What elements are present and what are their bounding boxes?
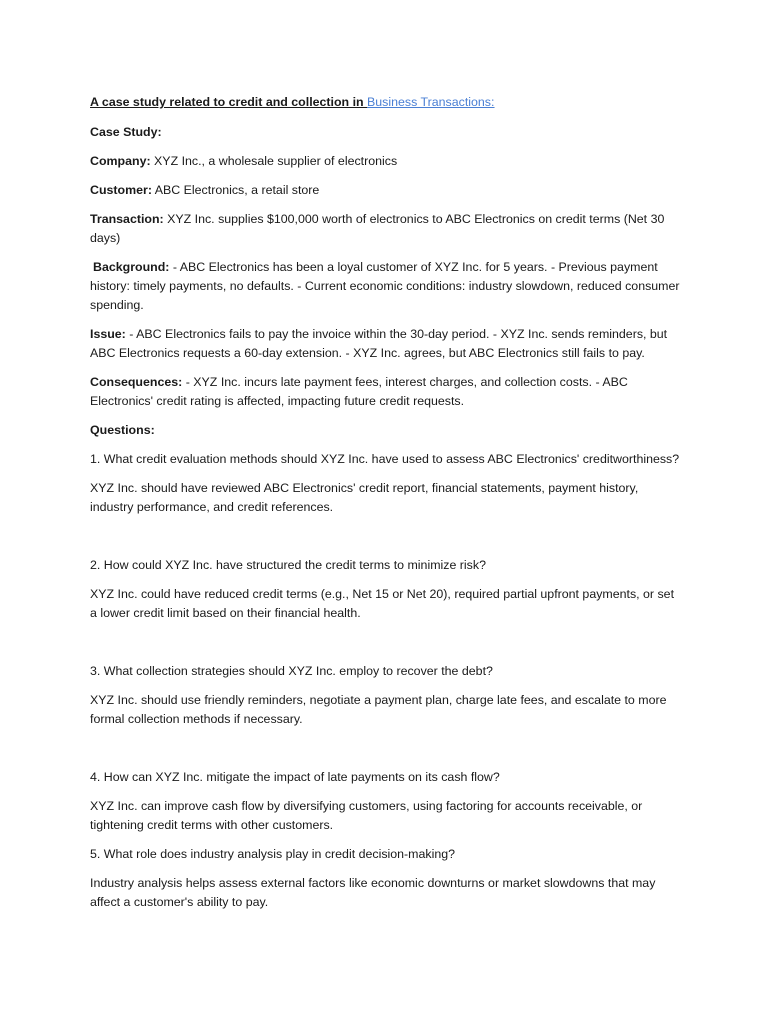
spacer (90, 633, 680, 662)
answer-3: XYZ Inc. should use friendly reminders, negotiate a payment plan, charge late fees, and escalate to more formal collection methods if necessary. (90, 693, 667, 726)
title-text: A case study related to credit and collection in (90, 95, 368, 109)
document-body (90, 93, 680, 922)
question-4: 4. How can XYZ Inc. mitigate the impact of late payments on its cash flow? (90, 770, 500, 784)
consequences-value: - XYZ Inc. incurs late payment fees, interest charges, and collection costs. - ABC Electronics' credit rating is affected, impacting future credit requests. (90, 375, 628, 408)
customer-paragraph (90, 181, 680, 200)
spacer (90, 527, 680, 556)
customer-value: ABC Electronics, a retail store (151, 183, 320, 197)
transaction-label: Transaction: (90, 212, 164, 226)
background-paragraph (90, 258, 680, 315)
case-study-label: Case Study: (90, 125, 162, 139)
issue-label: Issue: (90, 327, 126, 341)
issue-value: - ABC Electronics fails to pay the invoice within the 30-day period. - XYZ Inc. sends reminders, but ABC Electronics requests a 60-day extension. - XYZ Inc. agrees, but ABC Electronics still fails to pay. (90, 327, 668, 360)
case-study-heading (90, 123, 680, 142)
background-value: - ABC Electronics has been a loyal customer of XYZ Inc. for 5 years. - Previous payment history: timely payments, no defaults. - Current economic conditions: industry slowdown, reduced consumer spending. (90, 260, 680, 312)
company-label: Company: (90, 154, 151, 168)
question-3: 3. What collection strategies should XYZ Inc. employ to recover the debt? (90, 664, 493, 678)
company-paragraph (90, 152, 680, 171)
consequences-paragraph (90, 373, 680, 411)
question-5: 5. What role does industry analysis play in credit decision-making? (90, 847, 456, 861)
issue-paragraph (90, 325, 680, 363)
question-2: 2. How could XYZ Inc. have structured the credit terms to minimize risk? (90, 558, 486, 572)
answer-1: XYZ Inc. should have reviewed ABC Electronics' credit report, financial statements, payment history, industry performance, and credit references. (90, 481, 639, 514)
questions-label: Questions: (90, 423, 155, 437)
transaction-paragraph (90, 210, 680, 248)
question-1: 1. What credit evaluation methods should XYZ Inc. have used to assess ABC Electronics' creditworthiness? (90, 452, 680, 466)
customer-label: Customer: (90, 183, 152, 197)
company-value: XYZ Inc., a wholesale supplier of electronics (150, 154, 398, 168)
questions-heading (90, 421, 680, 440)
spacer (90, 739, 680, 768)
business-transactions-link[interactable]: Business Transactions: (367, 95, 495, 109)
document-title (90, 93, 680, 112)
background-label: Background: (93, 260, 170, 274)
consequences-label: Consequences: (90, 375, 183, 389)
answer-5: Industry analysis helps assess external factors like economic downturns or market slowdowns that may affect a customer's ability to pay. (90, 876, 656, 909)
answer-4: XYZ Inc. can improve cash flow by diversifying customers, using factoring for accounts receivable, or tightening credit terms with other customers. (90, 799, 643, 832)
answer-2: XYZ Inc. could have reduced credit terms (e.g., Net 15 or Net 20), required partial upfront payments, or set a lower credit limit based on their financial health. (90, 587, 675, 620)
transaction-value: XYZ Inc. supplies $100,000 worth of electronics to ABC Electronics on credit terms (Net 30 days) (90, 212, 665, 245)
